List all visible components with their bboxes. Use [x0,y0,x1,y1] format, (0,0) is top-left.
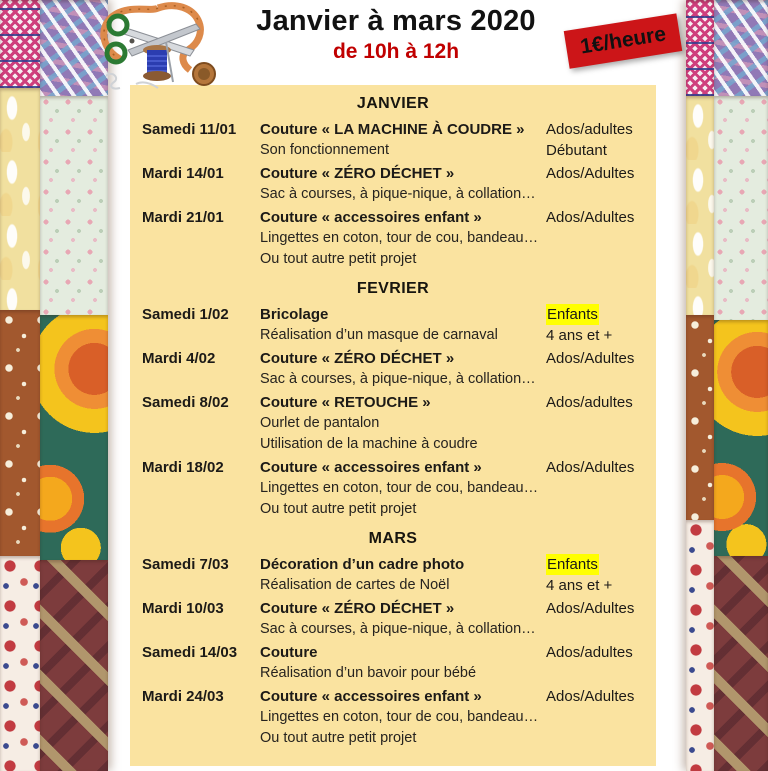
event-detail: Son fonctionnement [260,142,389,158]
month-section [138,280,648,520]
month-section [138,95,648,270]
event-detail: Lingettes en coton, tour de cou, bandeau… [260,709,539,725]
event-title: Couture « accessoires enfant » [260,459,482,476]
fabric-patch [714,320,768,556]
event-date: Mardi 14/01 [142,165,224,182]
event-detail: Sac à courses, à pique-nique, à collation… [260,186,536,202]
event-date: Mardi 24/03 [142,688,224,705]
event-title: Couture [260,644,318,661]
event-activity [260,457,540,520]
event-title: Couture « ZÉRO DÉCHET » [260,350,455,367]
flyer-header [106,0,686,85]
event-audience: Ados/Adultes [546,459,635,476]
event-detail: Lingettes en coton, tour de cou, bandeau… [260,480,539,496]
event-activity [260,348,540,390]
event-activity [260,207,540,270]
event-activity [260,554,540,596]
event-audience: Ados/Adultes [546,209,635,226]
event-audience-col [546,686,648,749]
event-detail: Réalisation d’un bavoir pour bébé [260,665,477,681]
page-title: Janvier à mars 2020 [256,5,536,37]
event-title: Couture « ZÉRO DÉCHET » [260,165,455,182]
fabric-patch [40,96,108,315]
event-date: Mardi 4/02 [142,350,216,367]
event-title: Couture « LA MACHINE À COUDRE » [260,121,525,138]
event-detail: Sac à courses, à pique-nique, à collation… [260,621,536,637]
event-audience-col [546,163,648,205]
schedule [130,85,656,766]
event-detail: Sac à courses, à pique-nique, à collation… [260,371,536,387]
event-row [138,457,648,520]
event-row [138,304,648,346]
event-title: Couture « RETOUCHE » [260,394,431,411]
event-row [138,119,648,161]
event-date: Mardi 18/02 [142,459,224,476]
fabric-patch [686,96,714,315]
fabric-patch [0,0,40,88]
event-audience: Ados/adultes [546,644,633,661]
event-row [138,392,648,455]
fabric-patch [0,310,40,556]
month-section [138,530,648,749]
event-audience-col [546,207,648,270]
fabric-patch [0,556,40,771]
sewing-tools-illustration [92,0,224,92]
event-detail: Réalisation de cartes de Noël [260,577,450,593]
event-row [138,686,648,749]
event-row [138,207,648,270]
event-detail: Ourlet de pantalon [260,415,380,431]
event-detail: Ou tout autre petit projet [260,501,417,517]
month-header: JANVIER [356,95,430,112]
event-activity [260,392,540,455]
event-row [138,348,648,390]
page-background [106,0,686,771]
event-detail: Réalisation d’un masque de carnaval [260,327,498,343]
event-activity [260,642,540,684]
event-audience: Débutant [546,142,607,159]
event-date: Mardi 10/03 [142,600,224,617]
event-row [138,642,648,684]
event-activity [260,163,540,205]
event-audience: 4 ans et + [546,327,613,344]
event-audience-col [546,554,648,596]
patchwork-border-left [0,0,108,771]
event-title: Couture « accessoires enfant » [260,688,482,705]
fabric-patch [714,96,768,320]
event-date: Samedi 14/03 [142,644,238,661]
event-activity [260,304,540,346]
event-audience: Ados/Adultes [546,165,635,182]
event-row [138,163,648,205]
event-audience: 4 ans et + [546,577,613,594]
event-activity [260,119,540,161]
page-subtitle: de 10h à 12h [332,40,460,63]
event-detail: Ou tout autre petit projet [260,251,417,267]
event-date: Samedi 8/02 [142,394,229,411]
event-audience-col [546,642,648,684]
fabric-patch [0,88,40,310]
event-detail: Utilisation de la machine à coudre [260,436,478,452]
event-detail: Ou tout autre petit projet [260,730,417,746]
event-audience: Ados/Adultes [546,600,635,617]
month-header: FEVRIER [356,280,430,297]
event-activity [260,686,540,749]
event-row [138,554,648,596]
event-date: Samedi 11/01 [142,121,237,138]
event-audience: Ados/adultes [546,121,633,138]
event-date: Samedi 7/03 [142,556,229,573]
event-title: Bricolage [260,306,329,323]
event-detail: Lingettes en coton, tour de cou, bandeau… [260,230,539,246]
event-audience: Enfants [547,306,598,323]
fabric-patch [686,520,714,771]
event-audience-col [546,392,648,455]
event-date: Mardi 21/01 [142,209,224,226]
patchwork-border-right [686,0,768,771]
event-row [138,598,648,640]
fabric-patch [714,556,768,771]
fabric-patch [686,0,714,96]
event-audience-col [546,457,648,520]
event-audience: Ados/adultes [546,394,633,411]
event-activity [260,598,540,640]
event-audience-col [546,348,648,390]
event-title: Couture « ZÉRO DÉCHET » [260,600,455,617]
event-audience-col [546,119,648,161]
event-date: Samedi 1/02 [142,306,229,323]
fabric-patch [686,315,714,520]
event-audience-col [546,304,648,346]
event-title: Décoration d’un cadre photo [260,556,465,573]
event-audience-col [546,598,648,640]
price-badge: 1€/heure [563,13,682,68]
fabric-patch [40,560,108,771]
event-title: Couture « accessoires enfant » [260,209,482,226]
event-audience: Ados/Adultes [546,350,635,367]
event-audience: Ados/Adultes [546,688,635,705]
month-header: MARS [368,530,418,547]
fabric-patch [714,0,768,96]
fabric-patch [40,315,108,560]
event-audience: Enfants [547,556,598,573]
